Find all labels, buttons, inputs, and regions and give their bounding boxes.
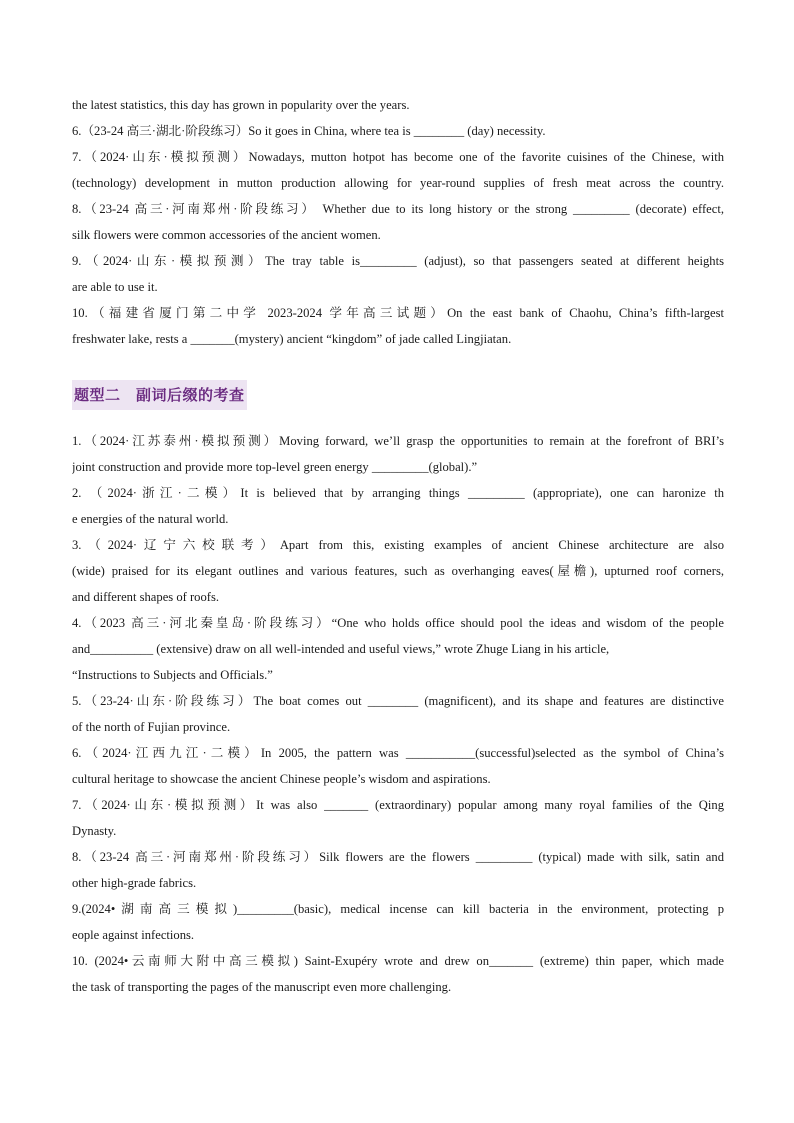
question-9: 9.(2024•湖南高三模拟)_________(basic), medical incense can kill bacteria in the environment, protecting p: [72, 902, 724, 916]
question-6: 6.（23-24 高三·湖北·阶段练习）So it goes in China, where tea is ________ (day) necessity.: [72, 124, 546, 138]
section-heading-wrap: [72, 380, 724, 414]
text-line: (wide) praised for its elegant outlines and various features, such as overhanging eaves(屋檐), upturned roof corners,: [72, 564, 724, 578]
text-line: the task of transporting the pages of the manuscript even more challenging.: [72, 980, 452, 994]
exercise-section-1: [72, 92, 724, 352]
question-1: 1.（2024·江苏泰州·模拟预测）Moving forward, we’ll grasp the opportunities to remain at the forefront of BRI’s: [72, 434, 724, 448]
question-2: 2. （2024·浙江·二模）It is believed that by arranging things _________ (appropriate), one can haronize th: [72, 486, 724, 500]
question-8: 8.（23-24 高三·河南郑州·阶段练习） Whether due to its long history or the strong _________ (decorate) effect,: [72, 202, 724, 216]
question-7: 7.（2024·山东·模拟预测）It was also _______ (extraordinary) popular among many royal families of the Qing: [72, 798, 724, 812]
question-10: 10.（福建省厦门第二中学 2023-2024 学年高三试题）On the east bank of Chaohu, China’s fifth-largest: [72, 306, 724, 320]
text-line: cultural heritage to showcase the ancient Chinese people’s wisdom and aspirations.: [72, 772, 491, 786]
question-4: 4.（2023 高三·河北秦皇岛·阶段练习）“One who holds office should pool the ideas and wisdom of the people: [72, 616, 724, 630]
text-line: joint construction and provide more top-level green energy _________(global).”: [72, 460, 478, 474]
section-heading: 题型二 副词后缀的考查: [72, 380, 247, 410]
text-line: the latest statistics, this day has grown in popularity over the years.: [72, 98, 410, 112]
document-content: [72, 92, 724, 1000]
question-8: 8.（23-24 高三·河南郑州·阶段练习）Silk flowers are the flowers _________ (typical) made with silk, satin and: [72, 850, 724, 864]
text-line: are able to use it.: [72, 280, 158, 294]
text-line: and different shapes of roofs.: [72, 590, 219, 604]
exercise-section-2: [72, 428, 724, 1000]
text-line: freshwater lake, rests a _______(mystery) ancient “kingdom” of jade called Lingjiatan.: [72, 332, 512, 346]
question-10: 10. (2024•云南师大附中高三模拟) Saint-Exupéry wrote and drew on_______ (extreme) thin paper, which made: [72, 954, 724, 968]
question-3: 3.（2024·辽宁六校联考）Apart from this, existing examples of ancient Chinese architecture are also: [72, 538, 724, 552]
question-5: 5.（23-24·山东·阶段练习）The boat comes out ________ (magnificent), and its shape and features are distinctive: [72, 694, 724, 708]
text-line: and__________ (extensive) draw on all well-intended and useful views,” wrote Zhuge Liang in his article,: [72, 642, 610, 656]
question-7: 7.（2024·山东·模拟预测）Nowadays, mutton hotpot has become one of the favorite cuisines of the Chinese, with: [72, 150, 724, 164]
text-line: eople against infections.: [72, 928, 195, 942]
text-line: e energies of the natural world.: [72, 512, 229, 526]
text-line: other high-grade fabrics.: [72, 876, 197, 890]
question-9: 9.（2024·山东·模拟预测）The tray table is_________ (adjust), so that passengers seated at different heights: [72, 254, 724, 268]
text-line: “Instructions to Subjects and Officials.”: [72, 668, 273, 682]
text-line: (technology) development in mutton production allowing for year-round supplies of fresh meat across the country.: [72, 176, 724, 190]
text-line: Dynasty.: [72, 824, 117, 838]
question-6: 6.（2024·江西九江·二模）In 2005, the pattern was ___________(successful)selected as the symbol of China’s: [72, 746, 724, 760]
text-line: silk flowers were common accessories of the ancient women.: [72, 228, 381, 242]
text-line: of the north of Fujian province.: [72, 720, 231, 734]
